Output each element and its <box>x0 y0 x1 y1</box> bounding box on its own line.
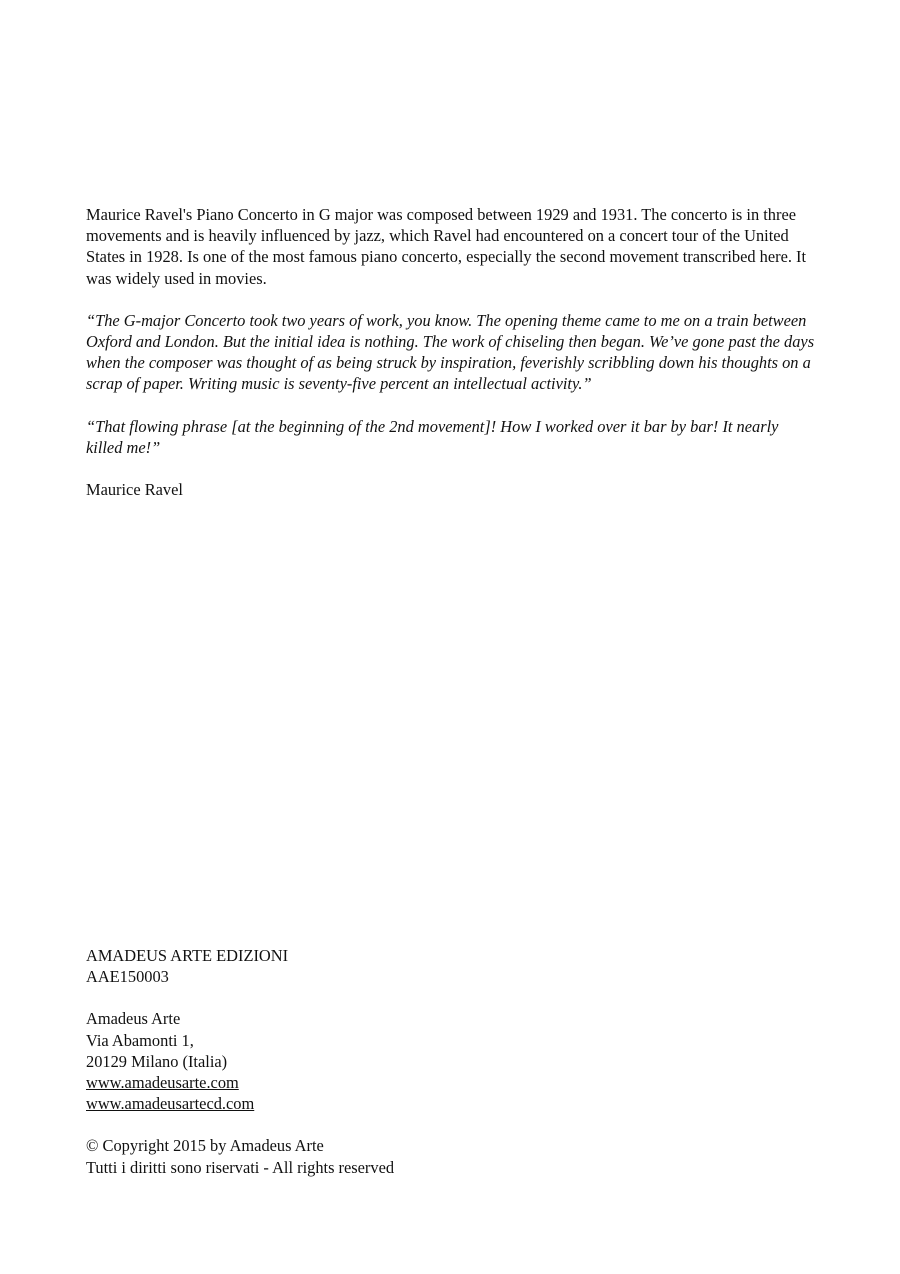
publisher-name: AMADEUS ARTE EDIZIONI <box>86 946 289 965</box>
copyright-notice: © Copyright 2015 by Amadeus Arte <box>86 1136 324 1156</box>
publisher-footer <box>86 945 686 1199</box>
rights-notice: Tutti i diritti sono riservati - All rights reserved <box>86 1157 395 1177</box>
ravel-quote-2: “That flowing phrase [at the beginning of the 2nd movement]! How I worked over it bar by bar! It nearly killed me!” <box>86 416 779 457</box>
ravel-quote-1: “The G-major Concerto took two years of work, you know. The opening theme came to me on a train between Oxford and London. But the initial idea is nothing. The work of chiseling then began. We’ve gone past the days when the composer was thought of as being struck by inspiration, feverishly scribbling down his thoughts on a scrap of paper. Writing music is seventy-five percent an intellectual activity.” <box>86 310 815 394</box>
intro-paragraph: Maurice Ravel's Piano Concerto in G major was composed between 1929 and 1931. The concerto is in three movements and is heavily influenced by jazz, which Ravel had encountered on a concert tour of the United States in 1928. Is one of the most famous piano concerto, especially the second movement transcribed here. It was widely used in movies. <box>86 205 807 288</box>
address-block <box>86 1008 686 1114</box>
intro-section <box>86 204 816 521</box>
website-link-amadeusarte[interactable]: www.amadeusarte.com <box>86 1073 239 1093</box>
company-name: Amadeus Arte <box>86 1009 181 1029</box>
catalog-code: AAE150003 <box>86 967 169 987</box>
website-link-amadeusartecd[interactable]: www.amadeusartecd.com <box>86 1094 255 1114</box>
city-address: 20129 Milano (Italia) <box>86 1051 228 1071</box>
publisher-block <box>86 945 686 987</box>
quote-attribution: Maurice Ravel <box>86 480 183 500</box>
copyright-block <box>86 1135 686 1177</box>
street-address: Via Abamonti 1, <box>86 1030 194 1050</box>
